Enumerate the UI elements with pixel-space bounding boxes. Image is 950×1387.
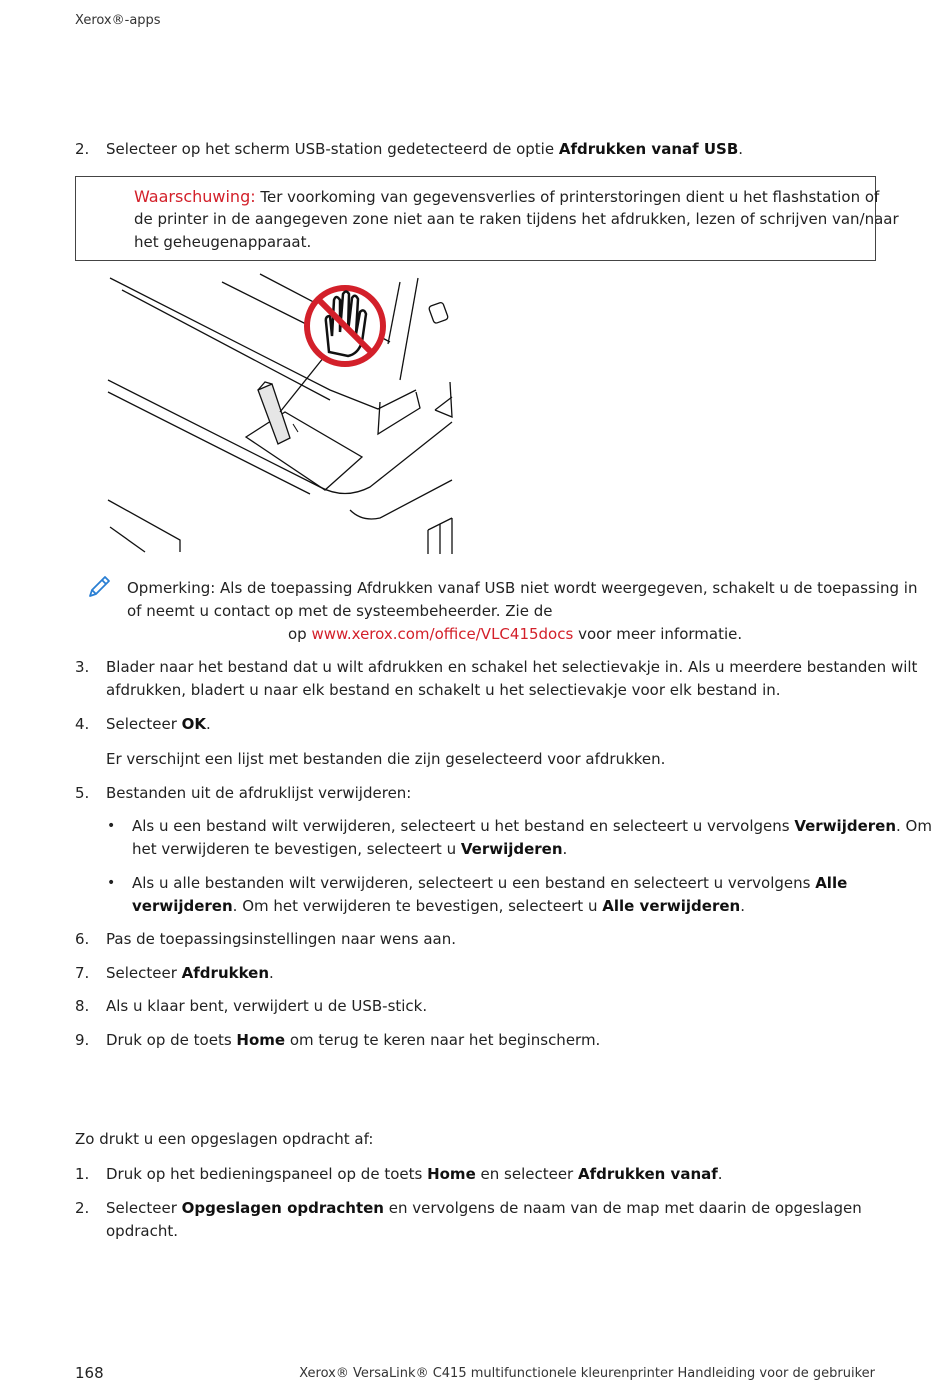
printer-edge-line xyxy=(435,397,452,410)
step-text: afdrukken, bladert u naar elk bestand en schakelt u het selectievakje voor elk bestand in. xyxy=(106,681,781,699)
footer-title: Xerox® VersaLink® C415 multifunctionele kleurenprinter Handleiding voor de gebruiker xyxy=(299,1366,875,1381)
warning-label: Waarschuwing: xyxy=(134,187,256,206)
printer-edge-line xyxy=(122,290,330,400)
step-text: Bestanden uit de afdruklijst verwijderen: xyxy=(106,784,412,802)
warning-line: het geheugenapparaat. xyxy=(134,233,312,251)
page-number: 168 xyxy=(75,1364,104,1382)
note-line: op www.xerox.com/office/VLC415docs voor meer informatie. xyxy=(288,625,743,643)
step-result-text: Er verschijnt een lijst met bestanden die zijn geselecteerd voor afdrukken. xyxy=(106,750,666,768)
bullet-text: Als u alle bestanden wilt verwijderen, selecteert u een bestand en selecteert u vervolgens Alle xyxy=(132,874,848,892)
step-number: 2. xyxy=(75,140,90,158)
bullet-text: verwijderen. Om het verwijderen te bevestigen, selecteert u Alle verwijderen. xyxy=(132,897,745,915)
step-text: Als u klaar bent, verwijdert u de USB-stick. xyxy=(106,997,428,1015)
note-line: of neemt u contact op met de systeembeheerder. Zie de xyxy=(127,602,553,620)
printer-edge-line xyxy=(350,480,452,519)
callout-leader-line xyxy=(280,352,328,412)
usb-symbol xyxy=(293,424,298,432)
step-number: 2. xyxy=(75,1199,90,1217)
printer-edge-line xyxy=(400,278,418,380)
docs-link[interactable]: www.xerox.com/office/VLC415docs xyxy=(311,625,574,643)
step-text: Selecteer Opgeslagen opdrachten en vervolgens de naam van de map met daarin de opgeslagen xyxy=(106,1199,862,1217)
step-number: 4. xyxy=(75,715,90,733)
step-text: Druk op het bedieningspaneel op de toets Home en selecteer Afdrukken vanaf. xyxy=(106,1165,723,1183)
step-number: 5. xyxy=(75,784,90,802)
step-text: Selecteer Afdrukken. xyxy=(106,964,274,982)
bullet-text: Als u een bestand wilt verwijderen, selecteert u het bestand en selecteert u vervolgens Verwijderen. Om xyxy=(132,817,932,835)
step-text: Pas de toepassingsinstellingen naar wens aan. xyxy=(106,930,457,948)
step-text: Blader naar het bestand dat u wilt afdrukken en schakel het selectievakje in. Als u meerdere bestanden wilt xyxy=(106,658,918,676)
usb-stick xyxy=(258,384,290,444)
printer-edge-line xyxy=(428,518,452,554)
step-number: 1. xyxy=(75,1165,90,1183)
step-text: Druk op de toets Home om terug te keren naar het beginscherm. xyxy=(106,1031,601,1049)
step-number: 7. xyxy=(75,964,90,982)
printer-edge-line xyxy=(222,282,318,330)
step-text: Selecteer OK. xyxy=(106,715,211,733)
running-header: Xerox®-apps xyxy=(75,13,161,28)
bullet: • xyxy=(107,875,116,891)
section-intro: Zo drukt u een opgeslagen opdracht af: xyxy=(75,1130,374,1148)
step-number: 9. xyxy=(75,1031,90,1049)
warning-line: Waarschuwing: Ter voorkoming van gegevensverlies of printerstoringen dient u het flashstation of xyxy=(134,187,880,206)
printer-edge-line xyxy=(110,527,145,552)
warning-line: de printer in de aangegeven zone niet aan te raken tijdens het afdrukken, lezen of schrijven van/naar xyxy=(134,210,899,228)
printer-edge-line xyxy=(388,282,400,344)
bullet-text: het verwijderen te bevestigen, selecteert u Verwijderen. xyxy=(132,840,568,858)
bullet: • xyxy=(107,818,116,834)
step-number: 8. xyxy=(75,997,90,1015)
note-line: Opmerking: Als de toepassing Afdrukken vanaf USB niet wordt weergegeven, schakelt u de toepassing in xyxy=(127,579,918,597)
usb-no-touch-illustration xyxy=(100,272,460,557)
step-text: Selecteer op het scherm USB-station gedetecteerd de optie Afdrukken vanaf USB. xyxy=(106,140,744,158)
printer-button-outline xyxy=(428,302,448,324)
printer-edge-line xyxy=(108,500,180,552)
step-number: 6. xyxy=(75,930,90,948)
step-text: opdracht. xyxy=(106,1222,178,1240)
step-number: 3. xyxy=(75,658,90,676)
pencil-icon xyxy=(86,574,112,600)
